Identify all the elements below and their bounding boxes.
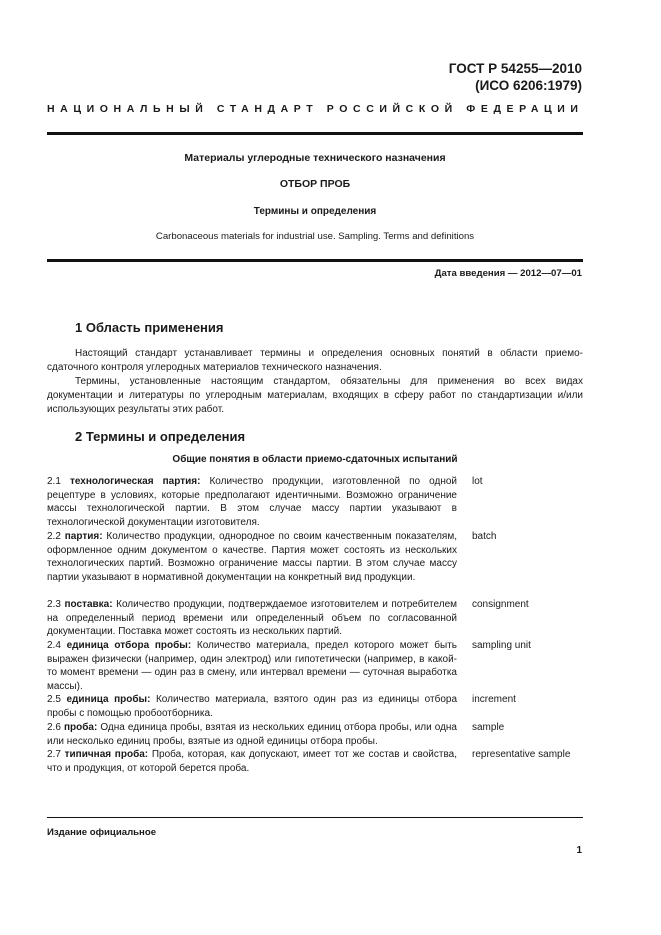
- term-english: sample: [472, 722, 505, 733]
- introduction-date: Дата введения — 2012—07—01: [434, 268, 582, 279]
- term-number: 2.6: [47, 722, 61, 733]
- term-number: 2.4: [47, 640, 61, 651]
- term-definition: Количество материала, предел которого может быть выражен физически (например, один электрод) или гипотетически (например, в какой-то момент времени — один раз в смену, или интервал времени — суточная выработка массы).: [47, 640, 457, 693]
- term-entry: [47, 530, 457, 585]
- gost-number: ГОСТ Р 54255—2010: [448, 61, 582, 76]
- term-number: 2.7: [47, 749, 61, 760]
- standard-number-block: [449, 60, 582, 94]
- national-standard-title: НАЦИОНАЛЬНЫЙ СТАНДАРТ РОССИЙСКОЙ ФЕДЕРАЦИИ: [47, 103, 584, 115]
- term-english: consignment: [472, 599, 529, 610]
- term-definition: Количество продукции, однородное по своим качественным показателям, оформленное одним документом о качестве. Партия может состоять из нескольких технологических партий. Возможно ограничение массы партии. В этом случае массу партии указывают в нормативной документации на конкретный вид продукции.: [47, 531, 457, 584]
- term-entry: [47, 748, 457, 775]
- section1-paragraph: Настоящий стандарт устанавливает термины и определения основных понятий в области приемо-сдаточного контроля углеродных материалов технического назначения.: [47, 348, 583, 373]
- term-name: поставка:: [64, 599, 113, 610]
- term-number: 2.1: [47, 476, 61, 487]
- term-english: increment: [472, 694, 516, 705]
- term-name: проба:: [63, 722, 98, 733]
- term-english: lot: [472, 476, 483, 487]
- term-name: типичная проба:: [64, 749, 149, 760]
- page-number: 1: [576, 845, 582, 856]
- doc-title-english: Carbonaceous materials for industrial use. Sampling. Terms and definitions: [155, 231, 475, 242]
- term-entry: [47, 475, 457, 530]
- doc-title-line3: Термины и определения: [253, 206, 377, 217]
- term-definition: Одна единица пробы, взятая из нескольких единиц отбора пробы, или одна или несколько единиц пробы, взятые из одной единицы отбора пробы.: [47, 722, 457, 747]
- doc-title-line1: Материалы углеродные технического назначения: [184, 152, 446, 164]
- official-edition-label: Издание официальное: [47, 827, 157, 838]
- top-rule: [47, 132, 583, 135]
- term-english: sampling unit: [472, 640, 531, 651]
- term-name: единица отбора пробы:: [66, 640, 192, 651]
- section1-body: [47, 347, 583, 417]
- term-definition: Количество продукции, изготовленной по одной рецептуре в условиях, которые предполагают идентичными. Возможно ограничение массы технологической партии. В этом случае массу партии указывают в технологической документации изготовителя.: [47, 476, 457, 529]
- section1-heading: 1 Область применения: [75, 320, 224, 335]
- footer-rule: [47, 817, 583, 818]
- term-number: 2.3: [47, 599, 61, 610]
- term-english: batch: [472, 531, 497, 542]
- term-name: технологическая партия:: [69, 476, 201, 487]
- section2-heading: 2 Термины и определения: [75, 429, 246, 444]
- section1-paragraph: Термины, установленные настоящим стандартом, обязательны для применения во всех видах документации и литературы по углеродным материалам, входящих в сферу работ по стандартизации и/или использующих результаты этих работ.: [47, 375, 583, 415]
- term-number: 2.5: [47, 694, 61, 705]
- doc-title-line2: ОТБОР ПРОБ: [279, 178, 351, 190]
- term-definition: Проба, которая, как допускают, имеет тот же состав и свойства, что и продукция, от которой берется проба.: [47, 749, 458, 774]
- title-rule: [47, 259, 583, 262]
- term-entry: [47, 693, 457, 720]
- term-english: representative sample: [472, 749, 571, 760]
- term-name: единица пробы:: [66, 694, 151, 705]
- section2-subheading: Общие понятия в области приемо-сдаточных испытаний: [172, 454, 458, 465]
- term-entry: [47, 639, 457, 694]
- term-name: партия:: [64, 531, 103, 542]
- term-number: 2.2: [47, 531, 61, 542]
- term-entry: [47, 721, 457, 748]
- term-definition: Количество материала, взятого один раз из единицы отбора пробы с помощью пробоотборника.: [47, 694, 458, 719]
- term-entry: [47, 598, 457, 639]
- term-definition: Количество продукции, подтверждаемое изготовителем и потребителем на определенный период времени или определенный объем по согласованной документации. Поставка может состоять из нескольких партий.: [47, 599, 458, 638]
- iso-number: (ИСО 6206:1979): [475, 78, 582, 93]
